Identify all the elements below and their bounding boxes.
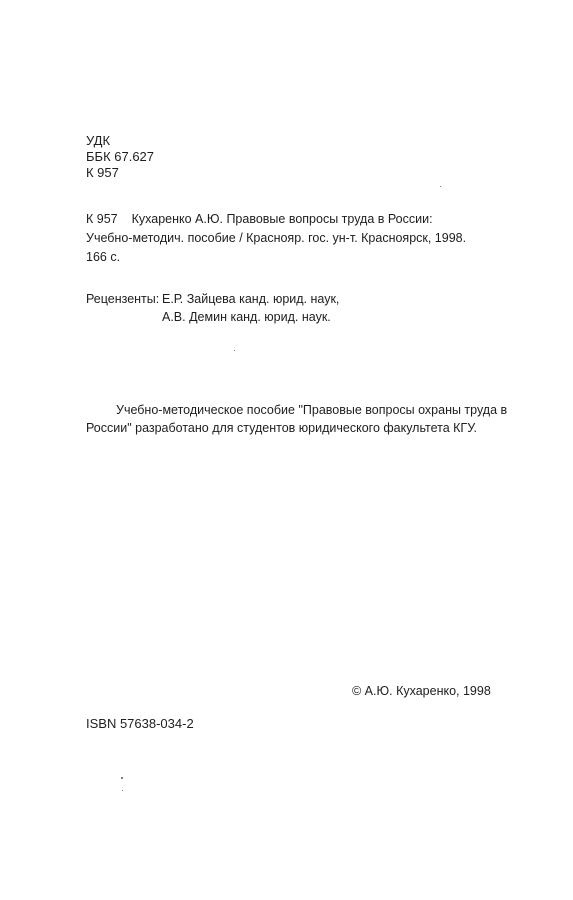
description-paragraph [86, 401, 526, 437]
reviewer-line-1 [86, 291, 339, 309]
bibliographic-record [86, 211, 466, 268]
reviewer-2: А.В. Демин канд. юрид. наук. [162, 310, 331, 324]
reviewers-block [86, 291, 339, 327]
bbk-code: ББК 67.627 [86, 149, 155, 164]
scan-speck [122, 790, 123, 791]
reviewer-line-2 [86, 309, 339, 327]
udk-label: УДК [86, 133, 111, 148]
bibliographic-pages: 166 с. [86, 250, 121, 264]
scan-speck [121, 777, 123, 779]
reviewers-label: Рецензенты: [86, 292, 160, 306]
reviewer-1: Е.Р. Зайцева канд. юрид. наук, [162, 292, 340, 306]
bibliographic-title: Кухаренко А.Ю. Правовые вопросы труда в России: [131, 212, 433, 226]
scan-speck [440, 186, 441, 187]
bibliographic-code: К 957 [86, 212, 118, 226]
isbn-number: ISBN 57638-034-2 [86, 716, 194, 731]
description-text: Учебно-методическое пособие "Правовые вопросы охраны труда в России" разработано для студентов юридического факультета КГУ. [86, 403, 508, 435]
bibliographic-line-2: Учебно-методич. пособие / Краснояр. гос. ун-т. Красноярск, 1998. [86, 231, 467, 245]
copyright-notice: © А.Ю. Кухаренко, 1998 [352, 684, 491, 698]
scan-speck [234, 350, 235, 351]
author-code: К 957 [86, 165, 119, 180]
bibliographic-line-1 [86, 211, 466, 230]
classification-codes [86, 133, 154, 181]
